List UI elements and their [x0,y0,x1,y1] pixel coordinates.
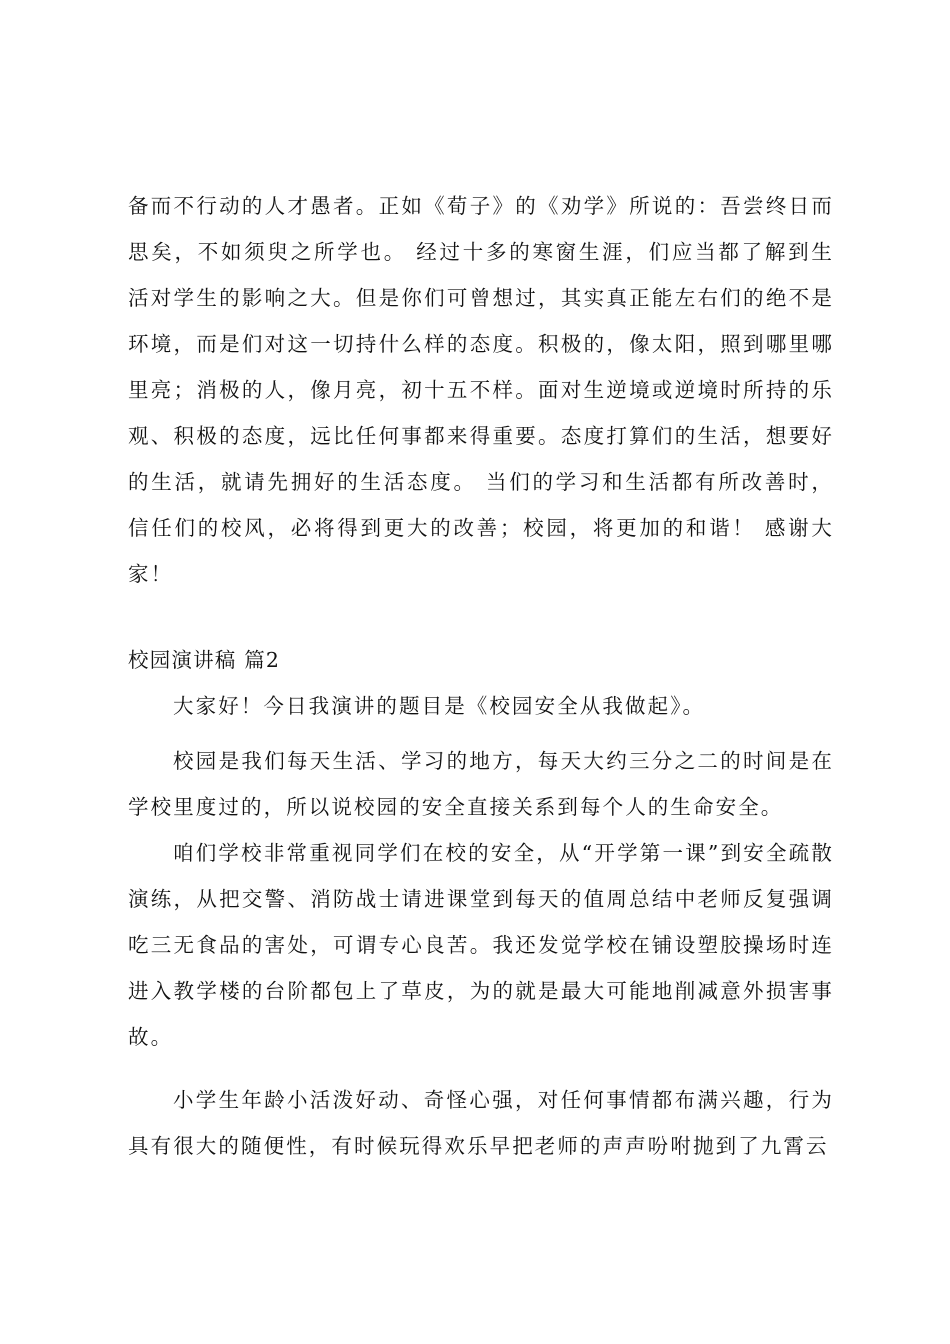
paragraph-students: 小学生年龄小活泼好动、奇怪心强，对任何事情都布满兴趣，行为具有很大的随便性，有时候玩得欢乐早把老师的声声吩咐抛到了九霄云 [128,1088,834,1158]
paragraph-campus: 校园是我们每天生活、学习的地方，每天大约三分之二的时间是在学校里度过的，所以说校园的安全直接关系到每个人的生命安全。 [128,749,834,819]
paragraph-greeting: 大家好！今日我演讲的题目是《校园安全从我做起》。 [173,694,706,718]
continuation-paragraph: 备而不行动的人才愚者。正如《荀子》的《劝学》所说的：吾尝终日而思矣，不如须臾之所学也。 经过十多的寒窗生涯，们应当都了解到生活对学生的影响之大。但是你们可曾想过，其实真正能左右们的绝不是环境，而是们对这一切持什么样的态度。积极的，像太阳，照到哪里哪里亮；消极的人，像月亮，初十五不样。面对生逆境或逆境时所持的乐观、积极的态度，远比任何事都来得重要。态度打算们的生活，想要好的生活，就请先拥好的生活态度。 当们的学习和生活都有所改善时，信任们的校风，必将得到更大的改善；校园，将更加的和谐！ 感谢大家！ [128,194,834,586]
paragraph-school-safety: 咱们学校非常重视同学们在校的安全，从“开学第一课”到安全疏散演练，从把交警、消防战士请进课堂到每天的值周总结中老师反复强调吃三无食品的害处，可谓专心良苦。我还发觉学校在铺设塑胶操场时连进入教学楼的台阶都包上了草皮，为的就是最大可能地削减意外损害事故。 [128,841,834,1049]
section-title: 校园演讲稿 篇2 [128,648,281,672]
